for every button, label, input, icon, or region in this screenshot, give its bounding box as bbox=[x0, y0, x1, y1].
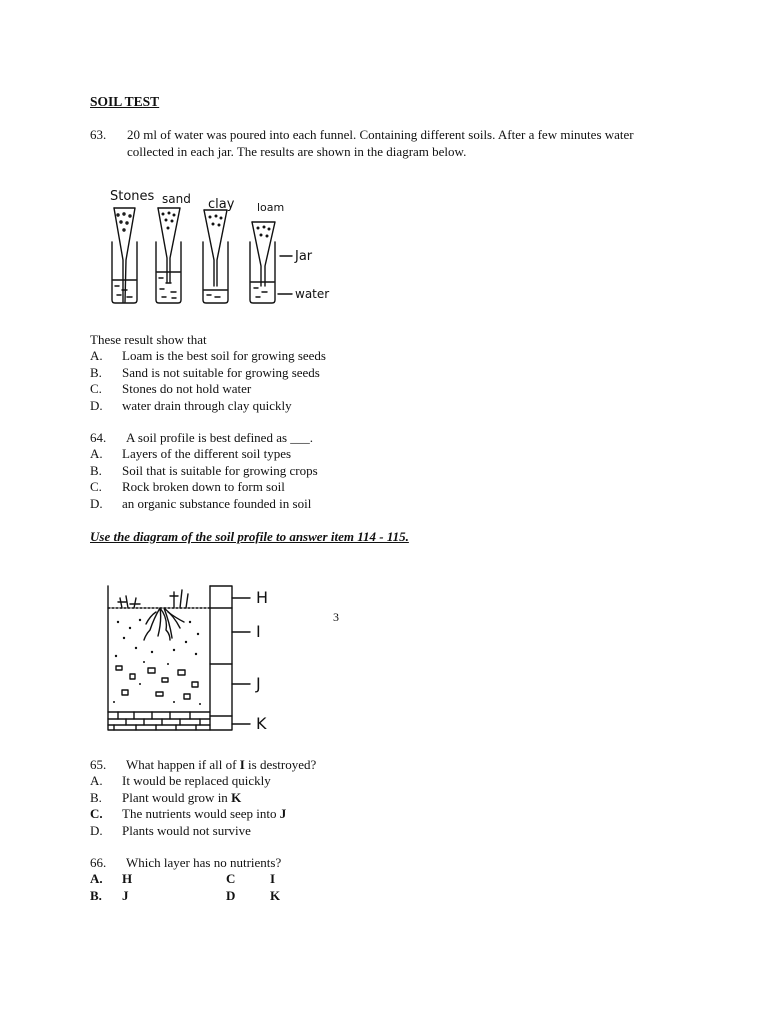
page-number: 3 bbox=[333, 610, 339, 624]
question-stem: A soil profile is best defined as ___. bbox=[126, 430, 314, 445]
option-text: Rock broken down to form soil bbox=[122, 479, 285, 494]
option-text: Layers of the different soil types bbox=[122, 446, 292, 461]
page-title: SOIL TEST bbox=[90, 94, 160, 109]
option-letter: B. bbox=[90, 888, 102, 903]
soil-profile-diagram bbox=[100, 578, 300, 738]
option-text: Plant would grow in K bbox=[122, 790, 242, 805]
option-letter: A. bbox=[90, 348, 103, 363]
question-stem: What happen if all of I is destroyed? bbox=[126, 757, 317, 772]
label-stones: Stones bbox=[110, 189, 155, 204]
jar-sand bbox=[156, 208, 181, 303]
option-letter: D bbox=[226, 888, 236, 903]
question-text-line1: 20 ml of water was poured into each funnel. Containing different soils. After a few minutes water bbox=[127, 127, 634, 142]
option-text: Stones do not hold water bbox=[122, 381, 252, 396]
question-number: 65. bbox=[90, 757, 107, 772]
option-letter: C bbox=[226, 871, 236, 886]
label-loam: loam bbox=[257, 201, 285, 214]
label-j: J bbox=[256, 674, 261, 693]
option-letter: B. bbox=[90, 790, 102, 805]
label-h: H bbox=[256, 588, 269, 607]
question-stem: Which layer has no nutrients? bbox=[126, 855, 282, 870]
option-letter: B. bbox=[90, 463, 102, 478]
option-text: The nutrients would seep into J bbox=[122, 806, 287, 821]
option-text: I bbox=[270, 871, 276, 886]
option-text: J bbox=[122, 888, 129, 903]
option-text: an organic substance founded in soil bbox=[122, 496, 312, 511]
jar-stones bbox=[112, 208, 137, 303]
option-letter: D. bbox=[90, 823, 103, 838]
option-text: K bbox=[270, 888, 281, 903]
question-stem: These result show that bbox=[90, 332, 207, 347]
option-letter: D. bbox=[90, 496, 103, 511]
option-text: Plants would not survive bbox=[122, 823, 251, 838]
label-i: I bbox=[256, 622, 261, 641]
question-number: 64. bbox=[90, 430, 107, 445]
option-text: water drain through clay quickly bbox=[122, 398, 292, 413]
question-number: 63. bbox=[90, 127, 107, 142]
option-text: Soil that is suitable for growing crops bbox=[122, 463, 318, 478]
jar-clay bbox=[203, 210, 228, 303]
option-letter: A. bbox=[90, 446, 103, 461]
option-text: It would be replaced quickly bbox=[122, 773, 271, 788]
label-jar: Jar bbox=[295, 249, 313, 264]
label-water: water bbox=[295, 287, 330, 301]
option-letter: B. bbox=[90, 365, 102, 380]
label-k: K bbox=[256, 714, 267, 733]
question-number: 66. bbox=[90, 855, 107, 870]
label-sand: sand bbox=[162, 192, 191, 206]
instruction: Use the diagram of the soil profile to answer item 114 - 115. bbox=[90, 529, 409, 544]
option-text: Sand is not suitable for growing seeds bbox=[122, 365, 320, 380]
option-letter: C. bbox=[90, 381, 102, 396]
label-clay: clay bbox=[208, 197, 235, 212]
option-letter: C. bbox=[90, 806, 103, 821]
funnel-diagram bbox=[100, 182, 350, 312]
option-text: H bbox=[122, 871, 133, 886]
option-text: Loam is the best soil for growing seeds bbox=[122, 348, 326, 363]
option-letter: C. bbox=[90, 479, 102, 494]
option-letter: A. bbox=[90, 871, 103, 886]
option-letter: A. bbox=[90, 773, 103, 788]
option-letter: D. bbox=[90, 398, 103, 413]
question-text-line2: collected in each jar. The results are shown in the diagram below. bbox=[127, 144, 467, 159]
jar-loam bbox=[250, 222, 292, 303]
